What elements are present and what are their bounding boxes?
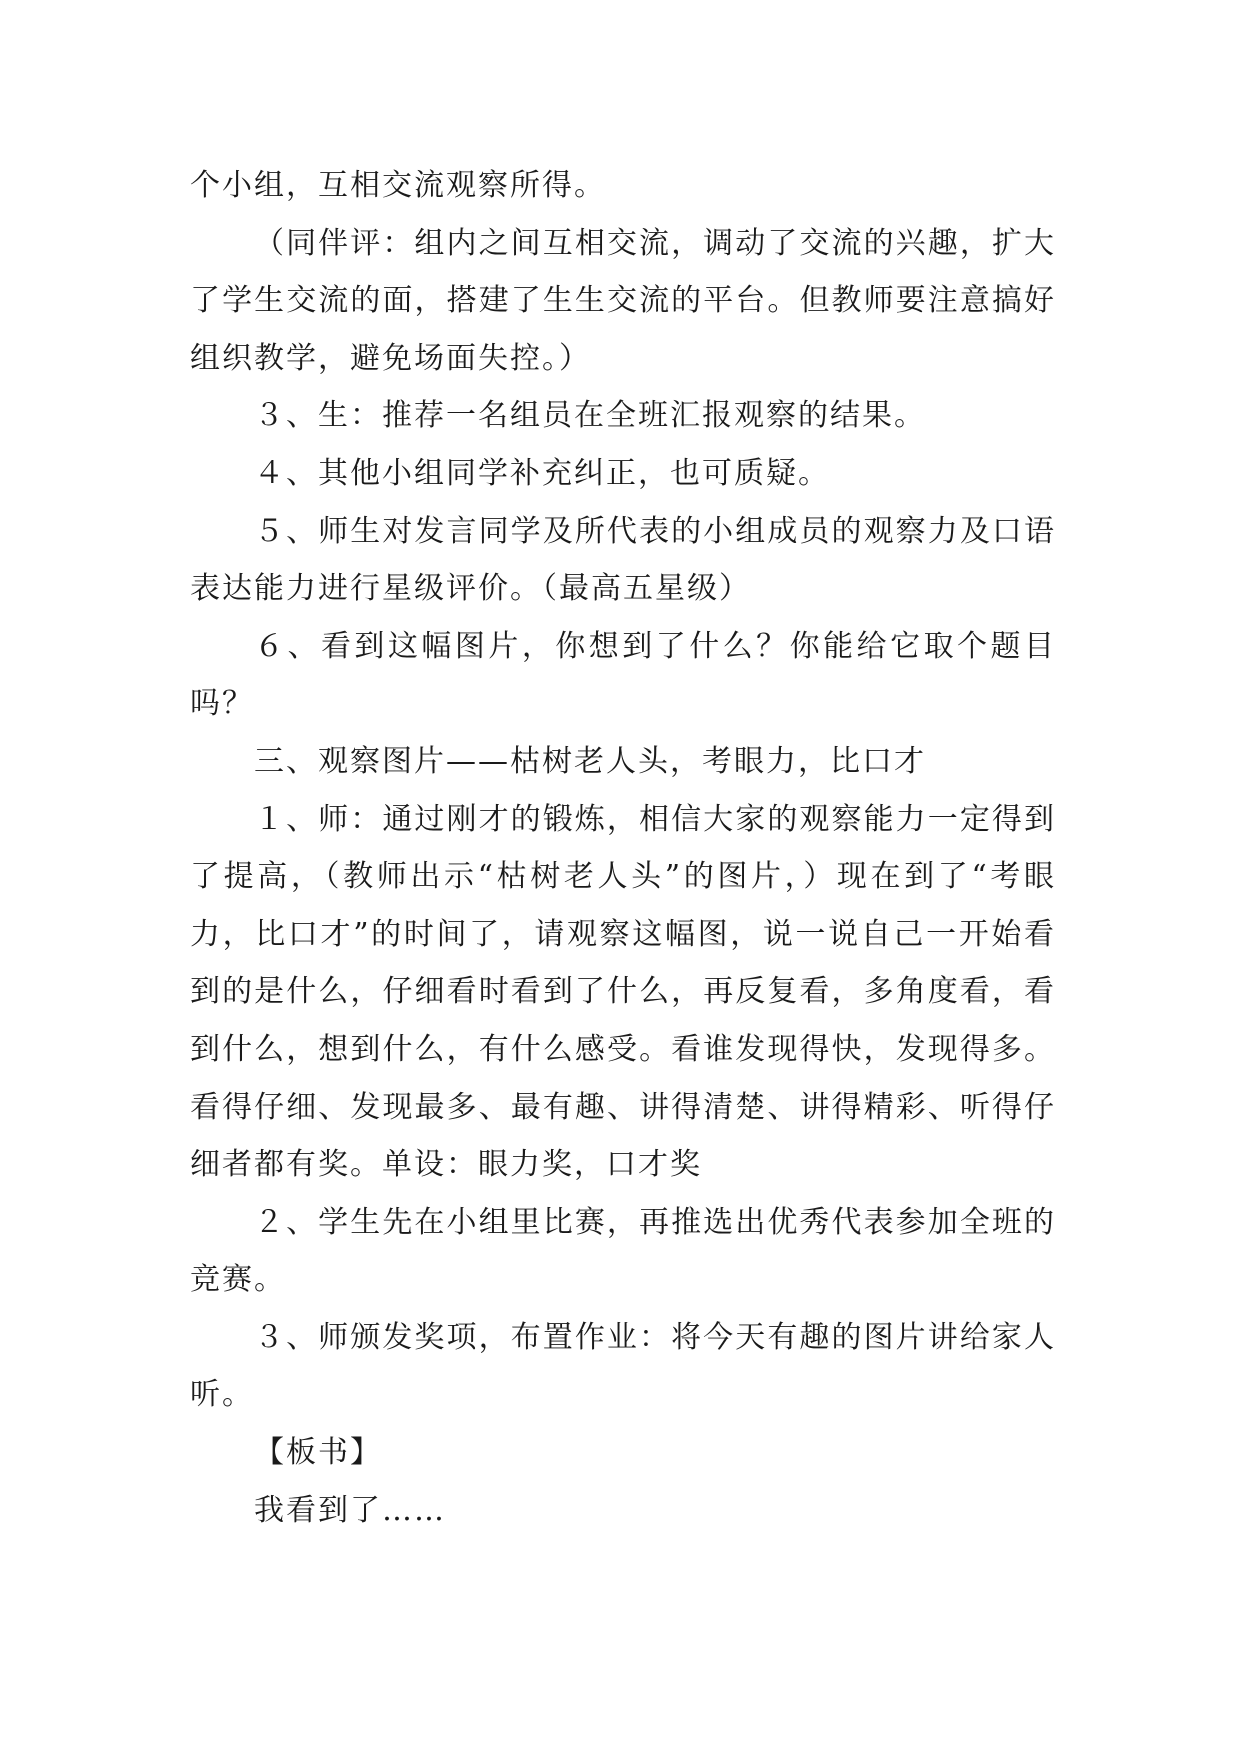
paragraph: ４、其他小组同学补充纠正，也可质疑。 — [254, 455, 830, 491]
paragraph: １、师：通过刚才的锻炼，相信大家的观察能力一定得到了提高，（教师出示“枯树老人头”的图片，）现在到了“考眼力，比口才”的时间了，请观察这幅图，说一说自己一开始看到的是什么，仔细看时看到了什么，再反复看，多角度看，看到什么，想到什么，有什么感受。看谁发现得快，发现得多。看得仔细、发现最多、最有趣、讲得清楚、讲得精彩、听得仔细者都有奖。单设：眼力奖，口才奖 — [190, 801, 1056, 1183]
board-content: 我看到了…… — [254, 1492, 446, 1528]
board-heading: 【板书】 — [254, 1435, 382, 1471]
paragraph: （同伴评：组内之间互相交流，调动了交流的兴趣，扩大了学生交流的面，搭建了生生交流的平台。但教师要注意搞好组织教学，避免场面失控。） — [190, 225, 1056, 376]
paragraph: ３、师颁发奖项，布置作业：将今天有趣的图片讲给家人听。 — [190, 1319, 1056, 1413]
section-heading: 三、观察图片——枯树老人头，考眼力，比口才 — [254, 743, 926, 779]
paragraph: ３、生：推荐一名组员在全班汇报观察的结果。 — [254, 398, 926, 434]
paragraph: ２、学生先在小组里比赛，再推选出优秀代表参加全班的竞赛。 — [190, 1204, 1056, 1298]
paragraph: 个小组，互相交流观察所得。 — [190, 168, 606, 203]
document-page — [190, 157, 1056, 1539]
paragraph: ５、师生对发言同学及所代表的小组成员的观察力及口语表达能力进行星级评价。（最高五星级） — [190, 513, 1056, 607]
paragraph: ６、看到这幅图片，你想到了什么？你能给它取个题目吗？ — [190, 628, 1056, 722]
